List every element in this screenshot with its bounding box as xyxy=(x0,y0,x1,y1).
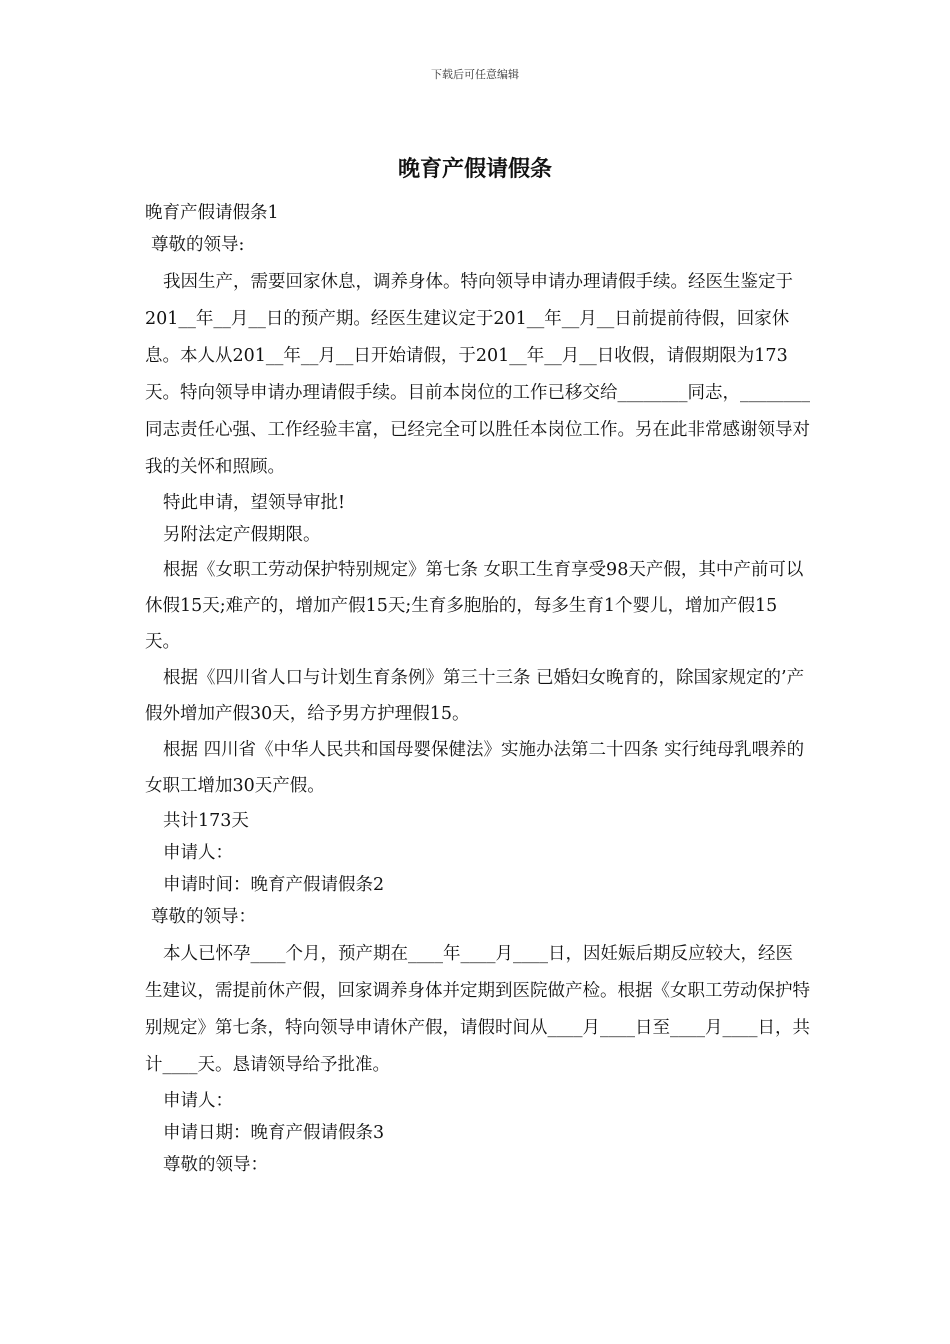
section-2-application-date: 申请日期：晚育产假请假条3 xyxy=(163,1123,385,1143)
section-1-law-paragraph-2: 根据《四川省人口与计划生育条例》第三十三条 已婚妇女晚育的，除国家规定的’产假外增加产假30天，给予男方护理假15。 xyxy=(145,668,805,724)
section-1-heading: 晚育产假请假条1 xyxy=(145,203,279,223)
page-header: 下载后可任意编辑 xyxy=(431,68,519,81)
section-1-application-time: 申请时间：晚育产假请假条2 xyxy=(163,875,385,895)
section-1-law-paragraph-3: 根据 四川省《中华人民共和国母婴保健法》实施办法第二十四条 实行纯母乳喂养的女职工增加30天产假。 xyxy=(145,740,805,796)
section-2-body-paragraph: 本人已怀孕____个月，预产期在____年____月____日，因妊娠后期反应较大，经医生建议，需提前休产假，回家调养身体并定期到医院做产检。根据《女职工劳动保护特别规定》第七条，特向领导申请休产假，请假时间从____月____日至____月____日，共计____天。恳请领导给予批准。 xyxy=(145,944,810,1075)
section-1-attachment-note: 另附法定产假期限。 xyxy=(163,525,321,545)
section-2-applicant: 申请人： xyxy=(163,1091,233,1111)
section-1-body-paragraph: 我因生产，需要回家休息，调养身体。特向领导申请办理请假手续。经医生鉴定于201__年__月__日的预产期。经医生建议定于201__年__月__日前提前待假，回家休息。本人从201__年__月__日开始请假，于201__年__月__日收假，请假期限为173天。特向领导申请办理请假手续。目前本岗位的工作已移交给________同志，________同志责任心强、工作经验丰富，已经完全可以胜任本岗位工作。另在此非常感谢领导对我的关怀和照顾。 xyxy=(145,272,810,477)
section-2-salutation: 尊敬的领导： xyxy=(151,907,256,927)
section-1-law-paragraph-1: 根据《女职工劳动保护特别规定》第七条 女职工生育享受98天产假，其中产前可以休假15天;难产的，增加产假15天;生育多胞胎的，每多生育1个婴儿，增加产假15天。 xyxy=(145,560,804,652)
document-body xyxy=(145,198,810,1180)
section-1-total-days: 共计173天 xyxy=(163,811,249,831)
section-1-request-line: 特此申请，望领导审批! xyxy=(163,493,346,513)
section-1-applicant: 申请人： xyxy=(163,843,233,863)
section-1-salutation: 尊敬的领导: xyxy=(151,235,245,255)
document-title: 晚育产假请假条 xyxy=(397,156,552,182)
section-3-salutation: 尊敬的领导： xyxy=(163,1155,268,1175)
